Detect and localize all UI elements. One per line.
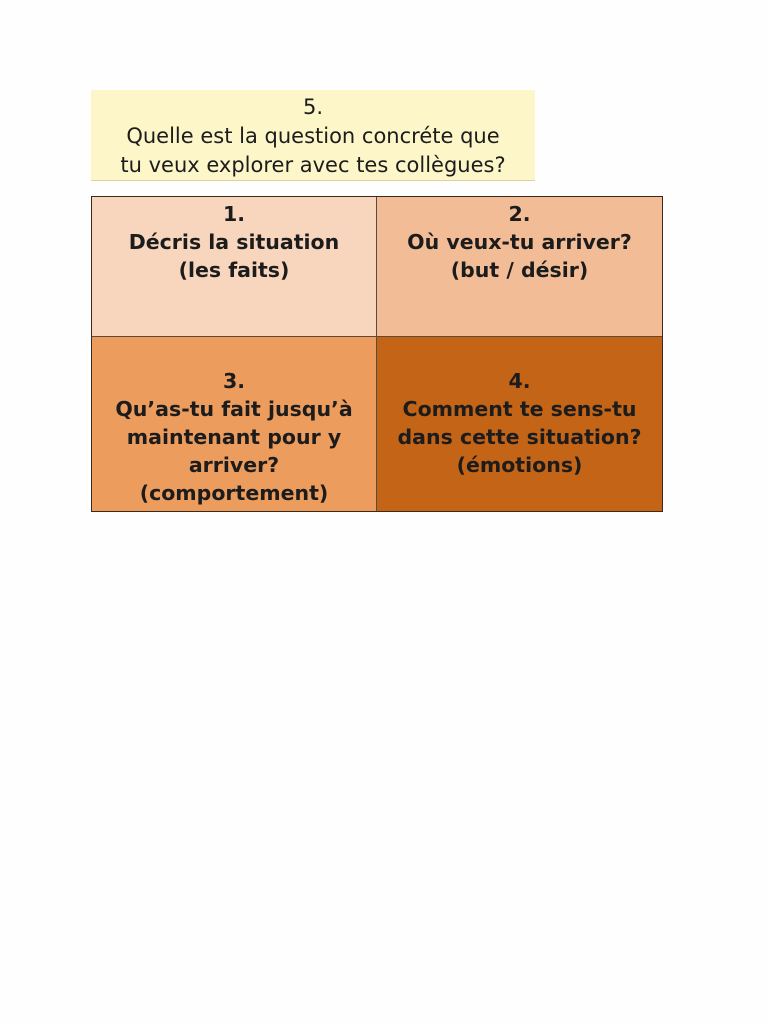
cell-goal [377, 197, 662, 337]
question-line-1: Quelle est la question concréte que [126, 124, 500, 148]
cell-line: Qu’as-tu fait jusqu’à [115, 397, 353, 421]
reflection-grid [91, 196, 663, 512]
question-number: 5. [302, 95, 324, 119]
cell-line: (but / désir) [450, 258, 589, 282]
cell-line: Décris la situation [128, 230, 340, 254]
cell-emotions [377, 337, 662, 511]
cell-line: (comportement) [139, 481, 329, 505]
cell-situation [92, 197, 377, 337]
cell-line: (les faits) [178, 258, 290, 282]
cell-number: 3. [222, 369, 246, 393]
cell-line: (émotions) [456, 453, 583, 477]
cell-line: dans cette situation? [397, 425, 642, 449]
cell-behaviour [92, 337, 377, 511]
cell-number: 4. [508, 369, 531, 393]
cell-line: arriver? [188, 453, 280, 477]
cell-number: 1. [222, 202, 246, 226]
cell-number: 2. [508, 202, 531, 226]
cell-line: Comment te sens-tu [402, 397, 637, 421]
question-line-2: tu veux explorer avec tes collègues? [120, 153, 506, 177]
question-box [91, 90, 535, 181]
cell-line: maintenant pour y [126, 425, 342, 449]
cell-line: Où veux-tu arriver? [407, 230, 632, 254]
